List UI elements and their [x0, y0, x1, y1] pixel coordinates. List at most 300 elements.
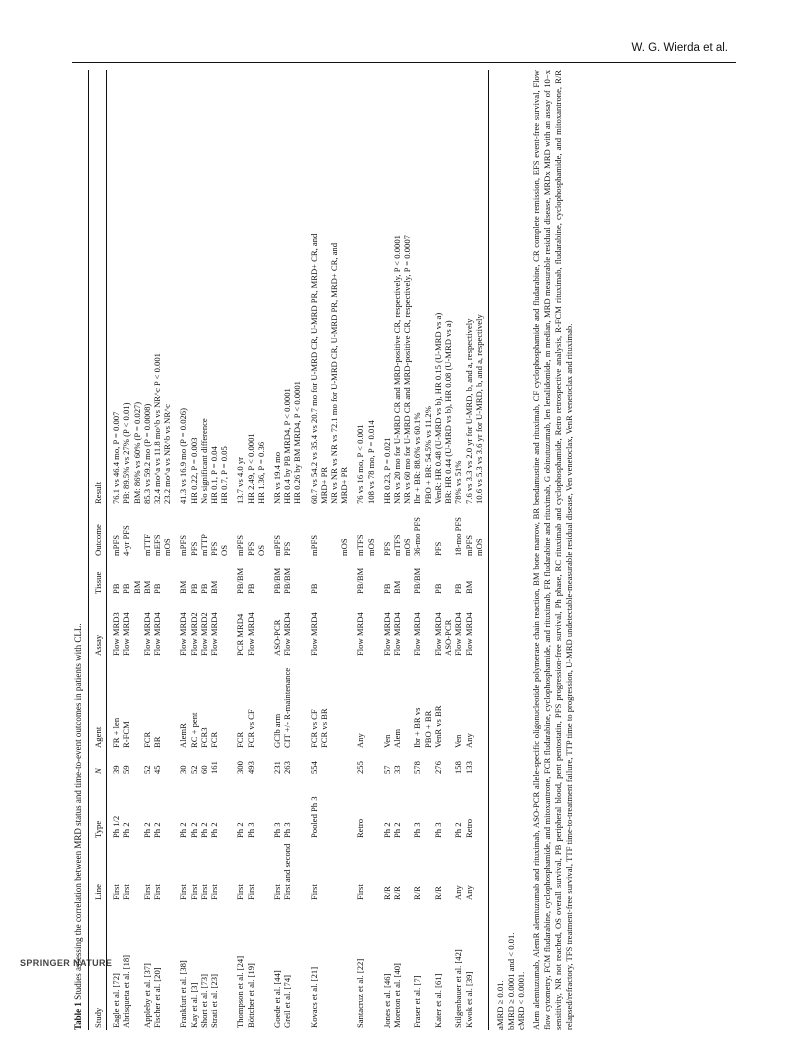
cell-type: Retro — [464, 776, 489, 840]
cell-assay — [349, 596, 375, 658]
cell-n: 52 — [141, 765, 152, 774]
cell-n: 45 — [152, 765, 163, 774]
table-row — [266, 70, 282, 1030]
table-row — [121, 70, 141, 1030]
cell-tissue — [142, 558, 152, 596]
cell-result — [209, 70, 229, 506]
cell-line: R/R — [412, 886, 423, 900]
cell-n: 578 — [412, 761, 423, 774]
cell-line: NR vs 19.4 mo — [272, 451, 283, 504]
cell-line: 108 vs 78 mo, P = 0.014 — [365, 420, 376, 504]
cell-type: Retro — [355, 818, 366, 838]
publisher-logo: SPRINGER NATURE — [20, 958, 113, 968]
table-row — [229, 70, 245, 1030]
cell-line: Flow MRD2 — [198, 612, 209, 656]
cell-line: OS — [219, 545, 230, 556]
cell-assay — [392, 596, 412, 658]
cell-line: PB/BM — [282, 567, 293, 594]
cell-line: MRD+ PR — [318, 466, 329, 504]
cell-assay — [107, 596, 122, 658]
cell-line: BM — [209, 580, 220, 594]
column-header-assay: Assay — [89, 596, 107, 658]
cell-study: Kovacs et al. [21] — [308, 966, 319, 1028]
cell-line: 4-yr PFS — [121, 525, 132, 556]
cell-line: HR 1.36, P = 0.36 — [255, 441, 266, 504]
cell-line: Flow MRD4 — [141, 612, 152, 656]
cell-tissue — [412, 558, 432, 596]
cell-line: ASO-PCR — [443, 619, 454, 656]
footnote: cMRD < 0.0001. — [516, 971, 527, 1030]
table-row — [453, 70, 463, 1030]
cell-tissue — [376, 558, 392, 596]
cell-outcome — [376, 506, 392, 558]
cell-type: Ph 3 — [272, 822, 283, 838]
cell-line: First and second — [282, 843, 293, 900]
cell-n: 255 — [355, 761, 366, 774]
cell-agent — [189, 658, 199, 750]
cell-line: PB — [188, 583, 199, 594]
cell-n: 231 — [272, 761, 283, 774]
cell-line: PB — [152, 583, 163, 594]
cell-tissue — [209, 558, 229, 596]
cell-agent — [229, 658, 245, 750]
cell-line: First — [272, 884, 283, 900]
cell-assay — [266, 596, 282, 658]
table-row — [209, 70, 229, 1030]
cell-line: First — [141, 884, 152, 900]
cell-line: FCR vs BR — [318, 708, 329, 748]
cell-line: 18-mo PFS — [453, 517, 464, 556]
cell-assay — [172, 596, 188, 658]
cell-line: FCR — [209, 731, 220, 748]
cell-line: First — [152, 884, 163, 900]
cell-line: PB — [245, 583, 256, 594]
cell-agent — [464, 658, 489, 750]
cell-line: 60.7 vs 54.2 vs 35.4 vs 20.7 mo for U-MRD CR, U-MRD PR, MRD+ CR, and — [308, 233, 319, 504]
cell-study: Goede et al. [44] — [272, 970, 283, 1028]
cell-line: PB — [453, 583, 464, 594]
cell-line: PB/BM — [235, 567, 246, 594]
cell-tissue — [453, 558, 463, 596]
cell-type: Ph 2 — [235, 822, 246, 838]
table-footnotes — [495, 70, 527, 1030]
cell-line: PB: 89.5% vs 27% (P < 0.01) — [121, 402, 132, 504]
cell-agent — [433, 658, 453, 750]
cell-line: 78% vs 51% — [453, 460, 464, 504]
cell-line: BR: HR 0.44 (U-MRD vs b), HR 0.08 (U-MRD vs a) — [443, 320, 454, 504]
cell-line: Flow MRD4 — [392, 612, 403, 656]
cell-line: HR 0.22, P = 0.003 — [188, 437, 199, 504]
cell-type: Ph 3 — [245, 822, 256, 838]
table-row — [376, 70, 392, 1030]
cell-line: mPFS — [111, 534, 122, 556]
cell-line: mTFS — [392, 534, 403, 556]
cell-assay — [189, 596, 199, 658]
cell-line: 36-mo PFS — [412, 517, 423, 556]
cell-outcome — [266, 506, 282, 558]
cell-line: FCR vs CF — [308, 709, 319, 748]
cell-agent — [282, 658, 302, 750]
cell-tissue — [246, 558, 266, 596]
cell-line: FCR3 — [198, 727, 209, 748]
cell-line: R-FCM — [121, 721, 132, 748]
cell-tissue — [229, 558, 245, 596]
cell-result — [152, 70, 172, 506]
table-caption — [73, 70, 83, 1030]
cell-outcome — [246, 506, 266, 558]
cell-line: PBO + BR: 54.5% vs 11.2% — [422, 406, 433, 504]
cell-tissue — [266, 558, 282, 596]
cell-assay — [142, 596, 152, 658]
cell-line: PFS — [209, 541, 220, 556]
cell-line: mTTP — [198, 534, 209, 556]
cell-line: NR vs 20 mo for U-MRD CR and MRD-positive CR, respectively, P < 0.0001 — [392, 235, 403, 504]
table-body — [107, 70, 489, 1030]
cell-line: PB — [432, 583, 443, 594]
rotated-table-page — [73, 70, 723, 1030]
cell-line: First — [111, 884, 122, 900]
cell-line: R/R — [392, 886, 403, 900]
cell-result — [142, 70, 152, 506]
cell-line: BM — [178, 580, 189, 594]
cell-line: Flow MRD4 — [355, 612, 366, 656]
column-header-tissue: Tissue — [89, 558, 107, 596]
cell-line: Any — [463, 733, 474, 748]
cell-line: RC + pent — [188, 712, 199, 748]
cell-result — [392, 70, 412, 506]
cell-line: FR + len — [111, 717, 122, 748]
cell-outcome — [152, 506, 172, 558]
cell-result — [189, 70, 199, 506]
table-row — [142, 70, 152, 1030]
cell-agent — [152, 658, 172, 750]
cell-n: 52 — [188, 765, 199, 774]
cell-agent — [412, 658, 432, 750]
cell-line: Flow MRD4 — [282, 612, 293, 656]
cell-study: Fraser et al. [7] — [412, 975, 423, 1028]
cell-line: 76 vs 16 mo, P < 0.001 — [355, 424, 366, 504]
cell-n: 161 — [209, 761, 220, 774]
cell-assay — [229, 596, 245, 658]
cell-line: 32.4 mo^a vs 11.8 mo^b vs NR^c P < 0.001 — [152, 353, 163, 504]
cell-type: Ph 2 — [392, 822, 403, 838]
cell-line: CIT +/- R-maintenance — [282, 667, 293, 748]
cell-line: Flow MRD2 — [188, 612, 199, 656]
cell-line: GClb arm — [272, 713, 283, 748]
cell-result — [349, 70, 375, 506]
cell-study: Appleby et al. [37] — [141, 963, 152, 1028]
cell-result — [282, 70, 302, 506]
cell-outcome — [142, 506, 152, 558]
cell-line: FCR vs CF — [245, 709, 256, 748]
cell-outcome — [433, 506, 453, 558]
cell-type: Ph 2 — [381, 822, 392, 838]
table-row — [189, 70, 199, 1030]
cell-study: Jones et al. [46] — [381, 973, 392, 1028]
table-row — [392, 70, 412, 1030]
cell-outcome — [349, 506, 375, 558]
cell-agent — [172, 658, 188, 750]
cell-line: NR vs 60 mo for U-MRD CR and MRD-positive CR, respectively, P = 0.0007 — [402, 235, 413, 504]
cell-result — [376, 70, 392, 506]
cell-line: BM — [392, 580, 403, 594]
cell-agent — [142, 658, 152, 750]
cell-tissue — [189, 558, 199, 596]
cell-line: Flow MRD4 — [121, 612, 132, 656]
cell-line: Flow MRD4 — [209, 612, 220, 656]
cell-line: First — [245, 884, 256, 900]
cell-line: HR 0.7, P = 0.05 — [219, 446, 230, 504]
cell-study: Greil et al. [74] — [282, 975, 293, 1028]
cell-line: NR vs NR vs NR vs 72.1 mo for U-MRD CR, U-MRD PR, MRD+ CR, and — [329, 242, 340, 504]
cell-line: HR 2.49, P < 0.0001 — [245, 433, 256, 504]
cell-study: Eagle et al. [72] — [111, 973, 122, 1028]
cell-line: Any — [464, 840, 489, 902]
cell-result — [412, 70, 432, 506]
cell-line: Any — [453, 885, 464, 900]
cell-line — [319, 508, 329, 556]
cell-n: 276 — [432, 761, 443, 774]
cell-outcome — [209, 506, 229, 558]
table-caption-text: Studies assessing the correlation between MRD status and time-to-event outcomes in patients with CLL. — [73, 623, 83, 1000]
cell-agent — [246, 658, 266, 750]
cell-n: 133 — [464, 750, 489, 776]
cell-line: BM — [141, 580, 152, 594]
results-table — [88, 70, 489, 1030]
cell-tissue — [152, 558, 172, 596]
table-row — [412, 70, 432, 1030]
table-row — [199, 70, 209, 1030]
cell-n: 263 — [282, 761, 293, 774]
table-row — [349, 70, 375, 1030]
cell-line: First — [178, 884, 189, 900]
cell-line: FCR — [235, 731, 246, 748]
cell-result — [433, 70, 453, 506]
column-header-n: N — [89, 750, 107, 776]
cell-assay — [464, 596, 489, 658]
table-row — [107, 70, 122, 1030]
table-row — [172, 70, 188, 1030]
cell-agent — [121, 658, 141, 750]
cell-line: First — [188, 884, 199, 900]
cell-line: HR 0.1, P = 0.04 — [209, 446, 220, 504]
cell-line: mOS — [365, 538, 376, 556]
cell-n: 158 — [453, 761, 464, 774]
cell-tissue — [433, 558, 453, 596]
cell-type: Ph 2 — [198, 822, 209, 838]
cell-line: mEFS — [152, 534, 163, 556]
cell-line: First — [308, 884, 319, 900]
cell-study: Thompson et al. [24] — [235, 955, 246, 1028]
cell-agent — [453, 658, 463, 750]
cell-assay — [209, 596, 229, 658]
cell-n: 493 — [245, 761, 256, 774]
column-header-line: Line — [89, 840, 107, 902]
cell-line: 23.2 mo^a vs NR^b vs NR^c — [162, 404, 173, 504]
cell-assay — [121, 596, 141, 658]
cell-line: Flow MRD3 — [111, 612, 122, 656]
cell-line: Flow MRD4 — [381, 612, 392, 656]
cell-line: PFS — [188, 541, 199, 556]
cell-study: Frankfurt et al. [38] — [178, 960, 189, 1028]
cell-line: mTFS — [355, 534, 366, 556]
cell-agent — [303, 658, 350, 750]
cell-result — [172, 70, 188, 506]
table-row — [246, 70, 266, 1030]
cell-line: MRD+ PR — [339, 466, 350, 504]
cell-line: HR 0.23, P = 0.021 — [381, 437, 392, 504]
cell-line: Flow MRD4 — [412, 612, 423, 656]
cell-line: Flow MRD4 — [152, 612, 163, 656]
cell-line: PB — [121, 583, 132, 594]
cell-line: PB — [308, 583, 319, 594]
cell-result — [246, 70, 266, 506]
cell-line: No significant difference — [198, 418, 209, 504]
cell-line: OS — [255, 545, 266, 556]
cell-outcome — [453, 506, 463, 558]
cell-outcome — [282, 506, 302, 558]
table-caption-label: Table 1 — [73, 1002, 83, 1030]
cell-result — [453, 70, 463, 506]
cell-line: AlemR — [178, 723, 189, 748]
cell-study: Abrisqueta et al. [18] — [121, 954, 132, 1028]
table-row — [303, 70, 350, 1030]
cell-line: HR 0.4 by PB MRD4, P < 0.0001 — [282, 388, 293, 504]
cell-outcome — [189, 506, 199, 558]
cell-line: Ibr + BR vs — [412, 707, 423, 748]
cell-assay — [376, 596, 392, 658]
cell-n: 60 — [198, 765, 209, 774]
cell-outcome — [392, 506, 412, 558]
cell-n: 59 — [121, 765, 132, 774]
cell-line: HR 0.26 by BM MRD4, P < 0.0001 — [292, 381, 303, 504]
cell-line: First — [235, 884, 246, 900]
cell-line: First — [355, 884, 366, 900]
cell-line: VenR vs BR — [432, 705, 443, 748]
cell-line: 13.7 vs 4.0 yr — [235, 456, 246, 504]
cell-line: PCR MRD4 — [235, 613, 246, 656]
cell-outcome — [303, 506, 350, 558]
cell-n: 30 — [178, 765, 189, 774]
cell-line: PFS — [282, 541, 293, 556]
cell-type: Ph 2 — [209, 822, 220, 838]
cell-line: PFS — [245, 541, 256, 556]
cell-line: PB/BM — [412, 567, 423, 594]
cell-type: Ph 1/2 — [111, 815, 122, 838]
cell-tissue — [121, 558, 141, 596]
cell-type: Ph 2 — [188, 822, 199, 838]
cell-line: mPFS — [308, 534, 319, 556]
column-header-study: Study — [89, 902, 107, 1030]
column-header-agent: Agent — [89, 658, 107, 750]
cell-result — [464, 70, 489, 506]
cell-tissue — [282, 558, 302, 596]
cell-assay — [246, 596, 266, 658]
cell-result — [121, 70, 141, 506]
cell-line: Alem — [392, 728, 403, 748]
cell-tissue — [172, 558, 188, 596]
cell-line: mPFS — [463, 534, 474, 556]
cell-type: Ph 3 — [432, 822, 443, 838]
cell-line: R/R — [432, 886, 443, 900]
cell-line: Flow MRD4 — [245, 612, 256, 656]
cell-outcome — [172, 506, 188, 558]
table-header-row — [89, 70, 107, 1030]
header-rule — [72, 62, 736, 63]
cell-study: Böttcher et al. [19] — [245, 963, 256, 1028]
cell-assay — [303, 596, 350, 658]
cell-study: Moreton et al. [40] — [392, 963, 403, 1028]
table-row — [464, 70, 489, 1030]
cell-line: 76.1 vs 46.4 mo, P = 0.007 — [111, 411, 122, 504]
cell-outcome — [107, 506, 122, 558]
column-header-type: Type — [89, 776, 107, 840]
cell-study: Kwok et al. [39] — [464, 902, 489, 1030]
cell-outcome — [199, 506, 209, 558]
cell-line: 85.3 vs 59.2 mo (P = 0.0008) — [141, 403, 152, 504]
cell-n: 554 — [308, 761, 319, 774]
cell-result — [199, 70, 209, 506]
cell-agent — [392, 658, 412, 750]
cell-line: PFS — [381, 541, 392, 556]
cell-line: mOS — [402, 538, 413, 556]
cell-agent — [199, 658, 209, 750]
running-header-author: W. G. Wierda et al. — [631, 42, 728, 54]
cell-study: Stilgenbauer et al. [42] — [453, 949, 464, 1028]
cell-outcome — [121, 506, 141, 558]
cell-result — [107, 70, 122, 506]
cell-line: BR — [152, 736, 163, 748]
cell-assay — [412, 596, 432, 658]
cell-agent — [376, 658, 392, 750]
cell-type: Ph 2 — [453, 822, 464, 838]
cell-result — [266, 70, 282, 506]
cell-line: BM — [463, 580, 474, 594]
cell-agent — [209, 658, 229, 750]
cell-line: Flow MRD4 — [453, 612, 464, 656]
cell-study: Kay et al. [3] — [188, 982, 199, 1028]
cell-assay — [152, 596, 172, 658]
column-header-outcome: Outcome — [89, 506, 107, 558]
cell-line: 7.6 vs 3.3 vs 2.0 yr for U-MRD, b, and a, respectively — [463, 318, 474, 504]
cell-line — [329, 508, 339, 556]
cell-type: Ph 2 — [152, 822, 163, 838]
cell-line: Ven — [381, 734, 392, 748]
table-row — [282, 70, 302, 1030]
cell-line: 41.3 vs 16.9 mo (P = 0.026) — [178, 408, 189, 504]
cell-line: Ibr + BR: 88.6% vs 60.1% — [412, 412, 423, 504]
cell-assay — [453, 596, 463, 658]
cell-line: BM: 86% vs 60% (P = 0.027) — [131, 401, 142, 504]
cell-line: R/R — [381, 886, 392, 900]
cell-line: PBO + BR — [422, 710, 433, 748]
cell-line: PB/BM — [272, 567, 283, 594]
cell-line: Any — [355, 733, 366, 748]
cell-line: Flow MRD4 — [308, 612, 319, 656]
cell-tissue — [464, 558, 489, 596]
cell-study: Strati et al. [23] — [209, 974, 220, 1028]
cell-line: mPFS — [178, 534, 189, 556]
cell-line: Flow MRD4 — [463, 612, 474, 656]
cell-n: 57 — [381, 765, 392, 774]
cell-line: mTTF — [141, 534, 152, 556]
cell-assay — [282, 596, 302, 658]
column-header-result: Result — [89, 70, 107, 506]
cell-tissue — [392, 558, 412, 596]
cell-line: mOS — [473, 538, 484, 556]
table-abbreviations: Alem alemtuzumab, AlemR alemtuzumab and rituximab, ASO-PCR allele-specific oligonucleotide polymerase chain reaction, BM bone marrow, BR bendamustine and rituximab, CF cyclophosphamide and fludarabine, CR complete remission, EFS event-free survival, Flow flow cytometry, FCM fludarabine, cyclophosphamide, and mitoxantrone, FCR fludarabine, cyclophosphamide, and rituximab, FR fludarabine and rituximab, G obinutuzumab, len lenalidomide, m median, MRD measurable residual disease, MRDx MRD with an assay of 10−x sensitivity, NR not reached, OS overall survival, PB peripheral blood, pent pentostatin, PFS progression-free survival, Ph phase, RC rituximab and cyclophosphamide, Retro retrospective analysis, R-FCM rituximab, fludarabine, cyclophosphamide, and mitoxantrone, R/R relapsed/refractory, TFS treatment-free survival, TTF time-to-treatment failure, TTP time to progression, U-MRD undetectable-measurable residual disease, Ven venetoclax, VenR venetoclax and rituximab. — [531, 70, 574, 1030]
cell-line: First — [121, 884, 132, 900]
